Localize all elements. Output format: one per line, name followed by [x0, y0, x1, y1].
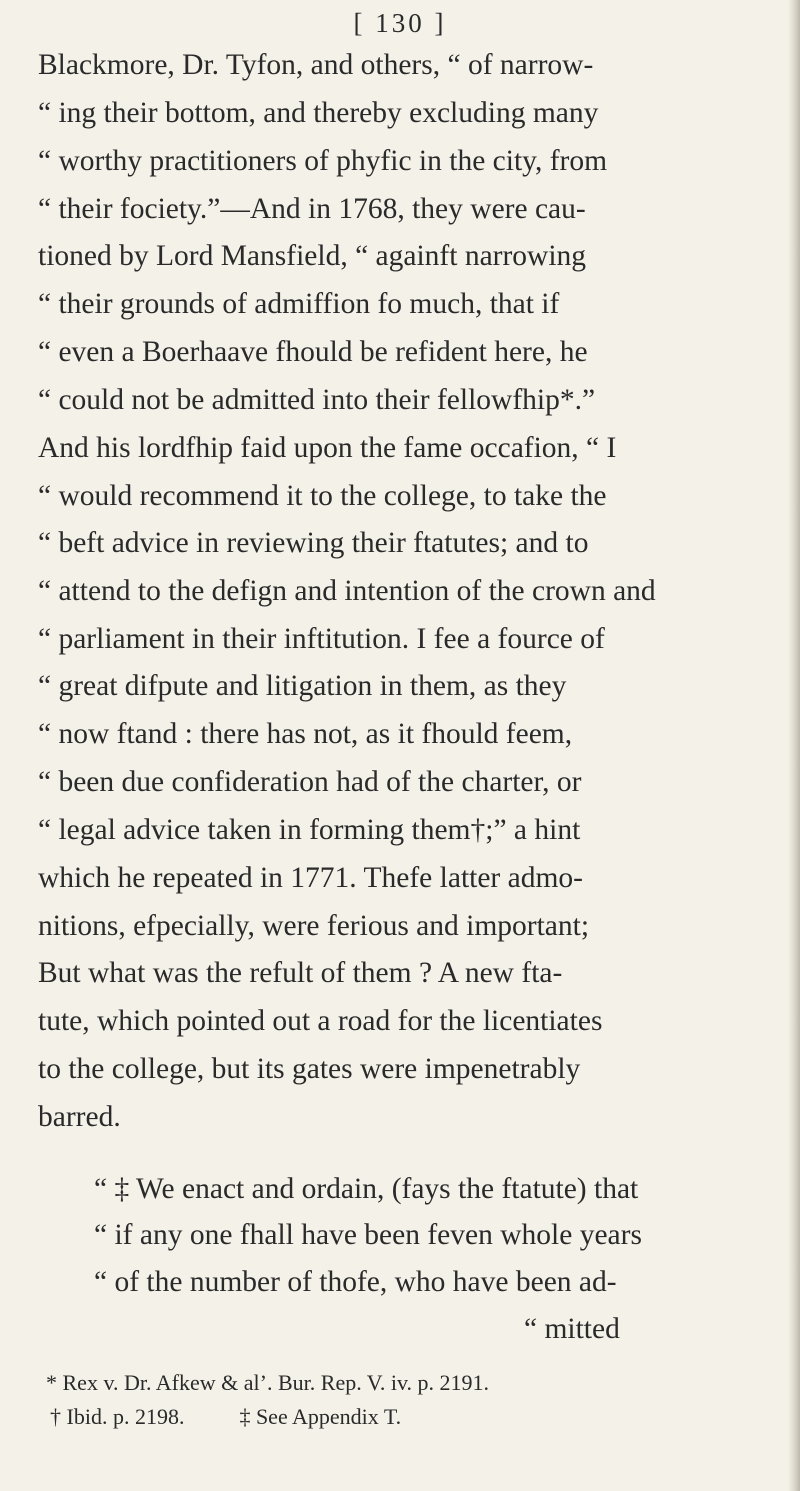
text-line: “ ing their bottom, and thereby excluding many [38, 97, 599, 129]
text-line: to the college, but its gates were impenetrably [38, 1053, 581, 1085]
text-line: nitions, efpecially, were ferious and important; [38, 910, 590, 942]
text-line: which he repeated in 1771. Thefe latter admo- [38, 862, 583, 894]
text-line: “ even a Boerhaave fhould be refident here, he [38, 336, 588, 368]
text-line: “ beft advice in reviewing their ftatutes; and to [38, 527, 589, 559]
text-line: “ their grounds of admiffion fo much, that if [38, 288, 560, 320]
text-line: “ legal advice taken in forming them†;” a hint [38, 814, 581, 846]
text-line: “ their fociety.”—And in 1768, they were cau- [38, 193, 586, 225]
text-line: “ if any one fhall have been feven whole years [94, 1219, 642, 1251]
text-line: “ could not be admitted into their fellowfhip*.” [38, 384, 596, 416]
text-line: “ parliament in their inftitution. I fee a fource of [38, 623, 605, 655]
footnote: * Rex v. Dr. Afkew & al’. Bur. Rep. V. iv. p. 2191. [46, 1370, 490, 1395]
text-line: But what was the refult of them ? A new fta- [38, 957, 563, 989]
text-line: “ ‡ We enact and ordain, (fays the ftatute) that [94, 1173, 639, 1205]
text-line: “ attend to the defign and intention of the crown and [38, 575, 656, 607]
footnote: † Ibid. p. 2198. ‡ See Appendix T. [50, 1404, 402, 1429]
text-line: “ been due confideration had of the charter, or [38, 766, 582, 798]
text-line: tute, which pointed out a road for the licentiates [38, 1005, 603, 1037]
page-number: [ 130 ] [353, 8, 447, 38]
text-line: “ now ftand : there has not, as it fhould feem, [38, 718, 573, 750]
text-line: barred. [38, 1101, 121, 1133]
text-line: “ great difpute and litigation in them, as they [38, 670, 567, 702]
text-line: tioned by Lord Mansfield, “ againft narrowing [38, 240, 587, 272]
text-line: “ would recommend it to the college, to take the [38, 480, 607, 512]
text-line: “ worthy practitioners of phyfic in the city, from [38, 145, 608, 177]
text-line: And his lordfhip faid upon the fame occafion, “ I [38, 432, 617, 464]
text-line: “ of the number of thofe, who have been ad- [94, 1266, 617, 1298]
text-line: “ mitted [524, 1313, 620, 1345]
page-edge-shadow [788, 0, 800, 1491]
text-line: Blackmore, Dr. Tyfon, and others, “ of narrow- [38, 49, 594, 81]
